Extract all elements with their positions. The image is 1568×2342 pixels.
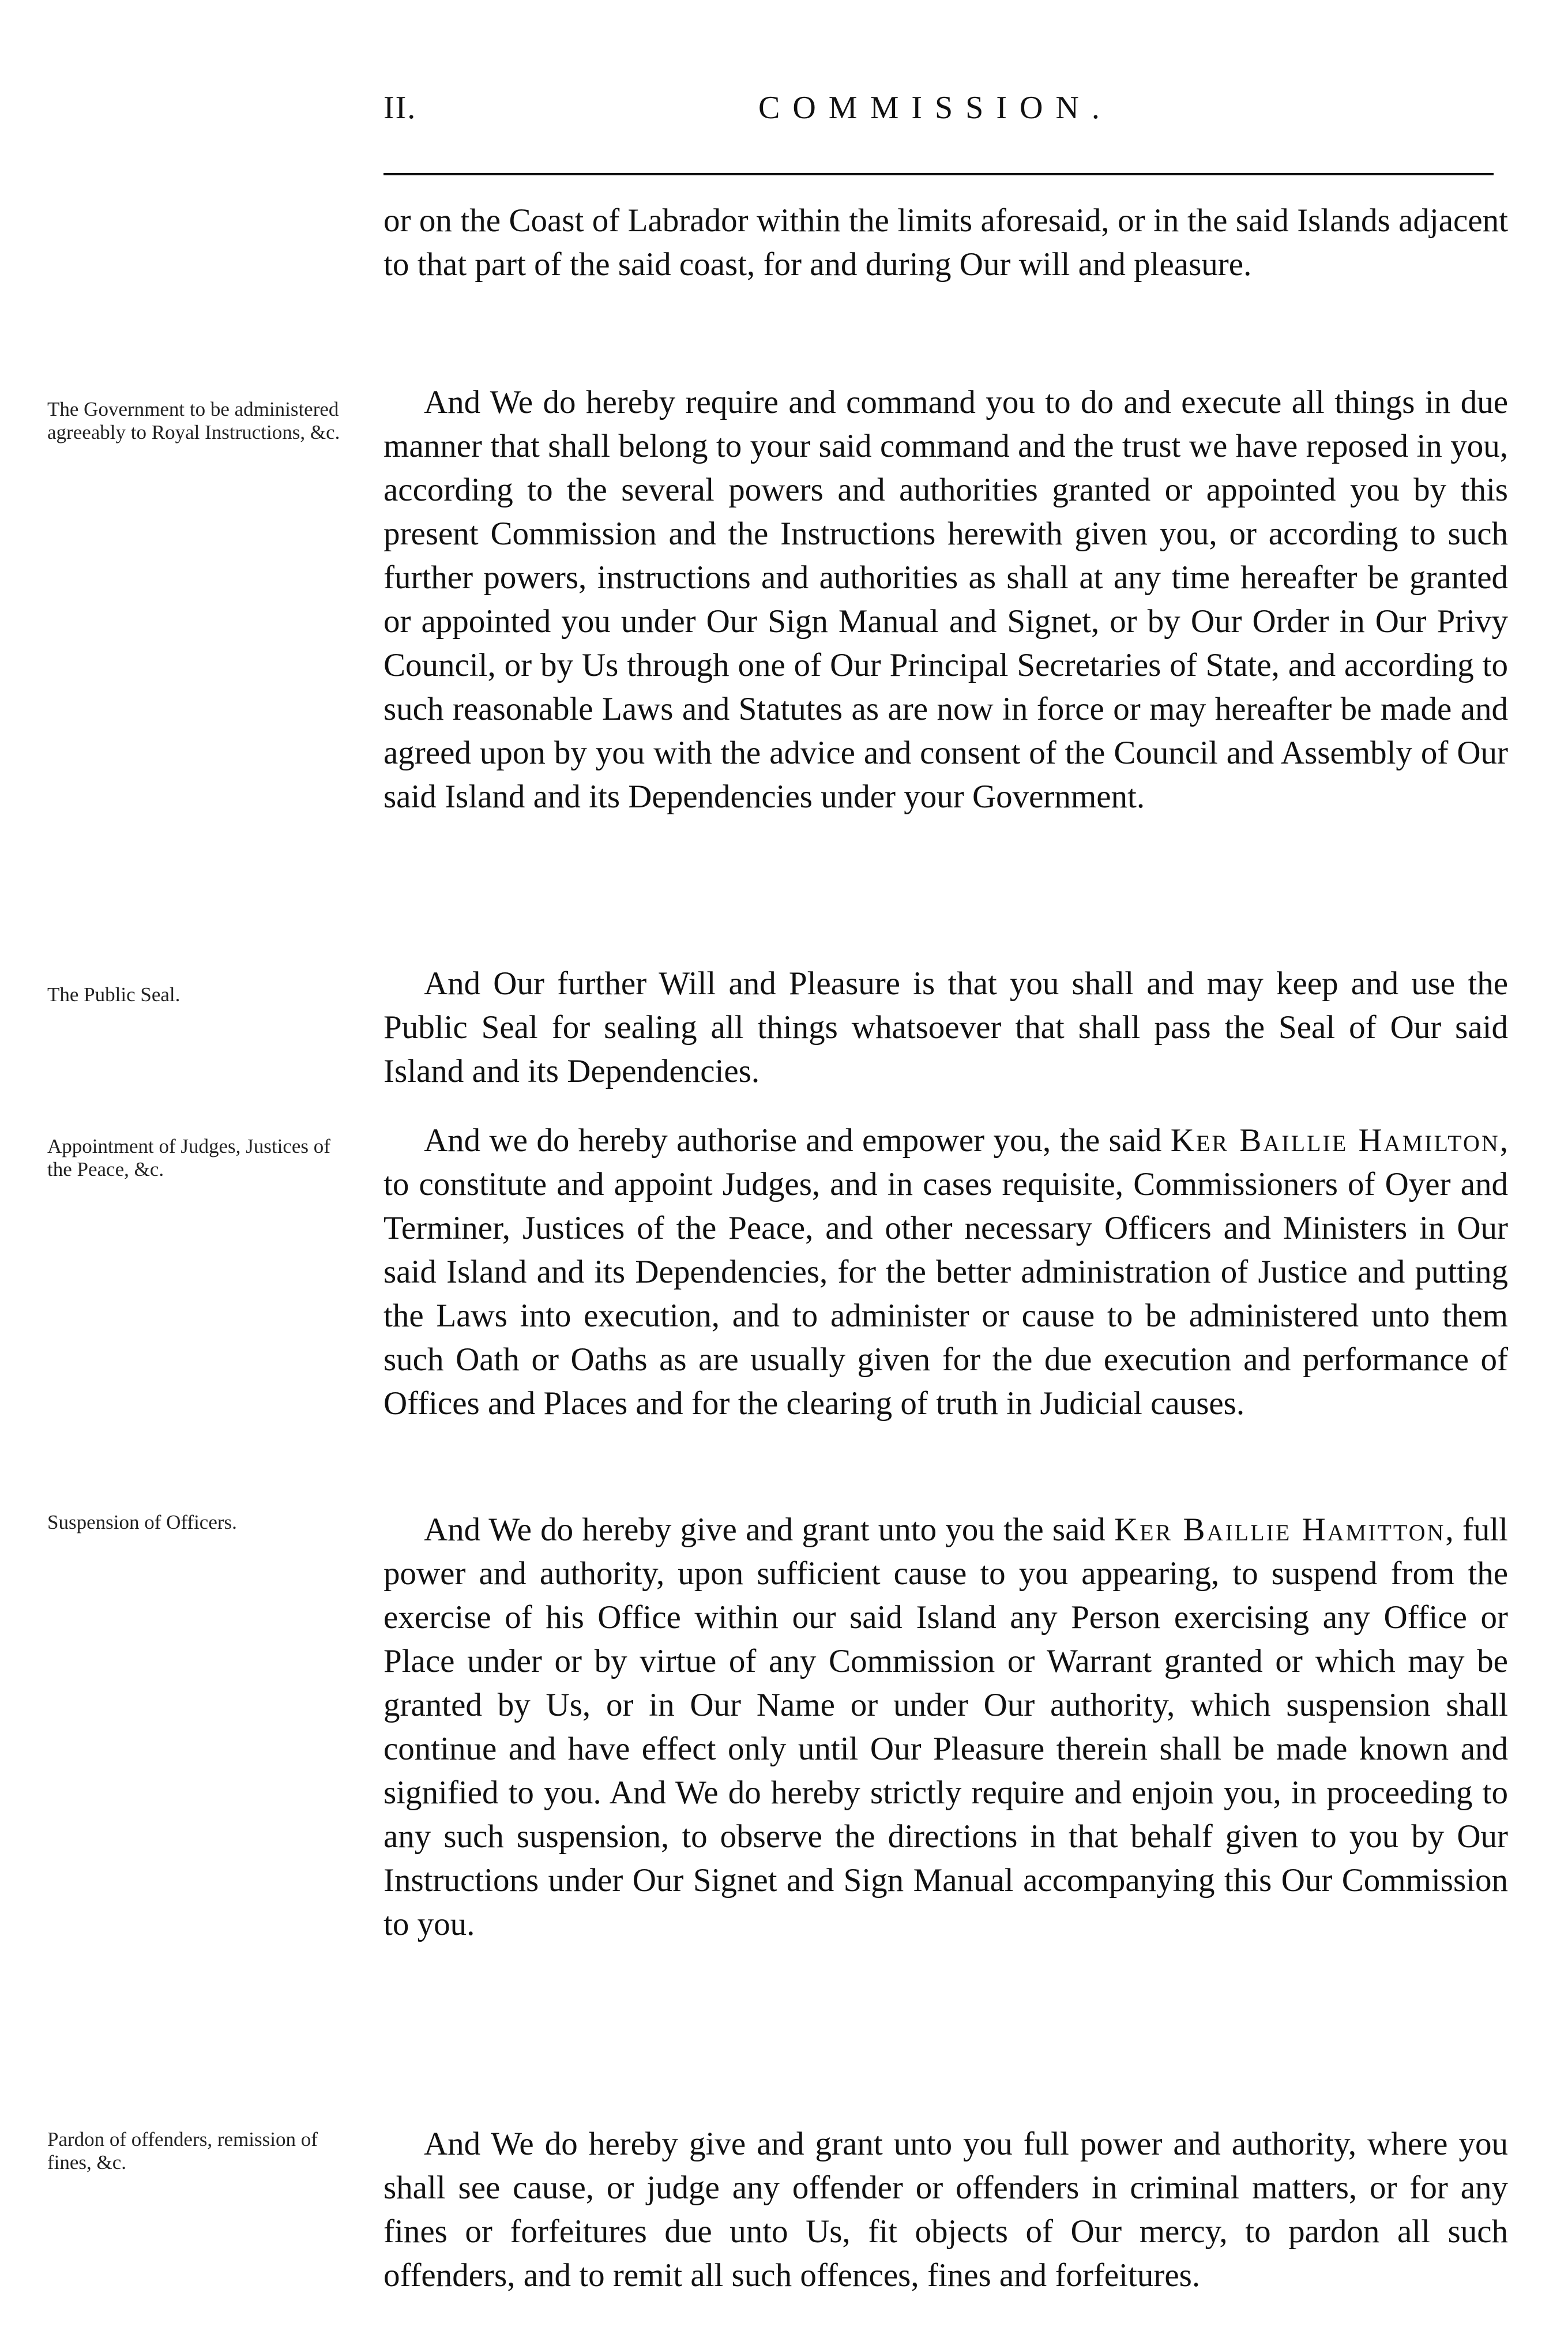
margin-note-suspension: Suspension of Officers.	[47, 1511, 237, 1533]
paragraph-continuation: or on the Coast of Labrador within the limits aforesaid, or in the said Islands adjacent to that part of the said coast, for and during Our will and pleasure.	[383, 202, 1508, 283]
paragraph-appointment	[383, 1119, 1508, 1426]
margin-note-public-seal: The Public Seal.	[47, 983, 181, 1006]
paragraph-public-seal: And Our further Will and Pleasure is that you shall and may keep and use the Public Seal for sealing all things whatsoever that shall pass the Seal of Our said Island and its Dependencies.	[383, 965, 1508, 1089]
paragraph-suspension	[383, 1508, 1508, 1946]
page-header	[383, 89, 1494, 144]
paragraph-pardon: And We do hereby give and grant unto you full power and authority, where you shall see cause, or judge any offender or offenders in criminal matters, or for any fines or forfeitures due unto Us, fit objects of Our mercy, to pardon all such offenders, and to remit all such offences, fines and forfeitures.	[383, 2126, 1508, 2294]
margin-note-appointment: Appointment of Judges, Justices of the Peace, &c.	[47, 1135, 330, 1181]
margin-note-pardon: Pardon of offenders, remission of fines, &c.	[47, 2128, 318, 2174]
appointment-text-before: And we do hereby authorise and empower you, the said	[424, 1122, 1171, 1159]
appointment-text-after: , to constitute and appoint Judges, and in cases requisite, Commissioners of Oyer and Terminer, Justices of the Peace, and other necessary Officers and Ministers in Our said Island and its Dependencies, for the better administration of Justice and putting the Laws into execution, and to administer or cause to be administered unto them such Oath or Oaths as are usually given for the due execution and performance of Offices and Places and for the clearing of truth in Judicial causes.	[383, 1122, 1508, 1422]
margin-note-government: The Government to be administered agreeably to Royal Instructions, &c.	[47, 398, 340, 443]
paragraph-government: And We do hereby require and command you to do and execute all things in due manner that shall belong to your said command and the trust we have reposed in you, according to the several powers and authorities granted or appointed you by this present Commission and the Instructions herewith given you, or according to such further powers, instructions and authorities as shall at any time hereafter be granted or appointed you under Our Sign Manual and Signet, or by Our Order in Our Privy Council, or by Us through one of Our Principal Secretaries of State, and according to such reasonable Laws and Statutes as are now in force or may hereafter be made and agreed upon by you with the advice and consent of the Council and Assembly of Our said Island and its Dependencies under your Government.	[383, 384, 1508, 815]
governor-name: Ker Baillie Hamitton	[1114, 1512, 1446, 1548]
suspension-text-after: , full power and authority, upon sufficient cause to you appearing, to suspend from the exercise of his Office within our said Island any Person exercising any Office or Place under or by virtue of any Commission or Warrant granted or which may be granted by Us, or in Our Name or under Our authority, which suspension shall continue and have effect only until Our Pleasure therein shall be made known and signified to you. And We do hereby strictly require and enjoin you, in proceeding to any such suspension, to observe the directions in that behalf given to you by Our Instructions under Our Signet and Sign Manual accompanying this Our Commission to you.	[383, 1512, 1509, 1942]
running-title: COMMISSION.	[758, 90, 1112, 126]
page-number: II.	[383, 90, 417, 126]
suspension-text-before: And We do hereby give and grant unto you the said	[424, 1512, 1114, 1548]
header-rule	[383, 173, 1494, 175]
governor-name: Ker Baillie Hamilton	[1170, 1122, 1500, 1159]
